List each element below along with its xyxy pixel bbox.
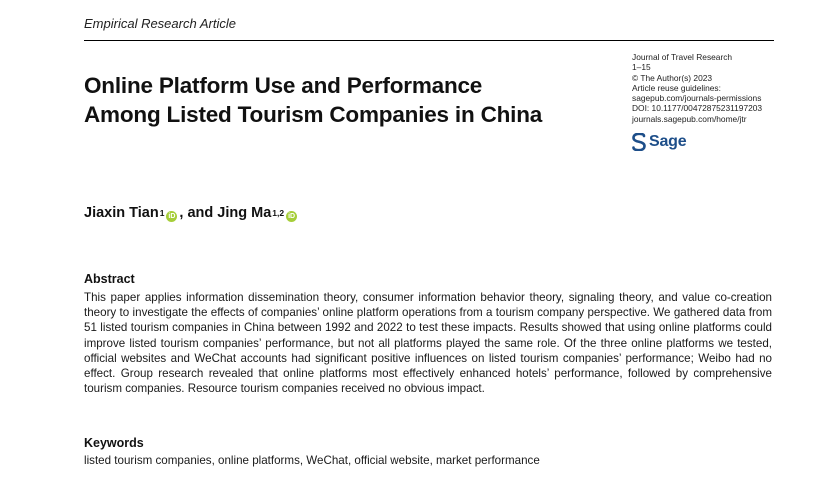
abstract-body: This paper applies information dissemination theory, consumer information behavior theory, signaling theory, and value co-creation theory to investigate the effects of companies’ online platform operations from a tourism company perspective. We gathered data from 51 listed tourism companies in China between 1992 and 2022 to test these impacts. Results showed that using online platforms could improve listed tourism companies’ performance, but not all platforms played the same role. Of the three online platforms we tested, official websites and WeChat accounts had significant positive influences on listed tourism companies’ performance; Weibo had no effect. Group research revealed that online platforms most effectively enhanced hotels’ performance, followed by comprehensive tourism companies. Resource tourism companies received no obvious impact. [84, 291, 772, 396]
affiliation-marker: 1 [159, 208, 165, 218]
reuse-link[interactable]: sagepub.com/journals-permissions [632, 93, 762, 104]
abstract-heading: Abstract [84, 272, 135, 286]
sage-logo [632, 133, 686, 151]
keywords-heading: Keywords [84, 436, 144, 450]
copyright: © The Author(s) 2023 [632, 72, 713, 83]
journal-info [632, 52, 792, 124]
header-rule [84, 40, 774, 41]
page-range: 1–15 [632, 62, 651, 73]
author-name[interactable]: Jing Ma [217, 205, 272, 221]
author-name[interactable]: Jiaxin Tian [84, 205, 159, 221]
article-title: Online Platform Use and Performance Among Listed Tourism Companies in China [84, 73, 543, 127]
orcid-icon[interactable]: iD [168, 213, 176, 220]
affiliation-marker: 1,2 [272, 208, 285, 218]
reuse-label: Article reuse guidelines: [632, 82, 721, 93]
orcid-icon[interactable]: iD [288, 213, 296, 220]
doi[interactable]: DOI: 10.1177/00472875231197203 [632, 103, 763, 114]
keywords-list: listed tourism companies, online platforms, WeChat, official website, market performance [84, 454, 540, 467]
publisher-name: Sage [649, 133, 687, 150]
author-separator: , and [179, 205, 218, 221]
article-type: Empirical Research Article [84, 16, 236, 31]
journal-link[interactable]: journals.sagepub.com/home/jtr [632, 113, 747, 124]
sage-logo-icon [632, 133, 646, 151]
journal-name: Journal of Travel Research [632, 52, 733, 62]
author-list [84, 205, 299, 221]
